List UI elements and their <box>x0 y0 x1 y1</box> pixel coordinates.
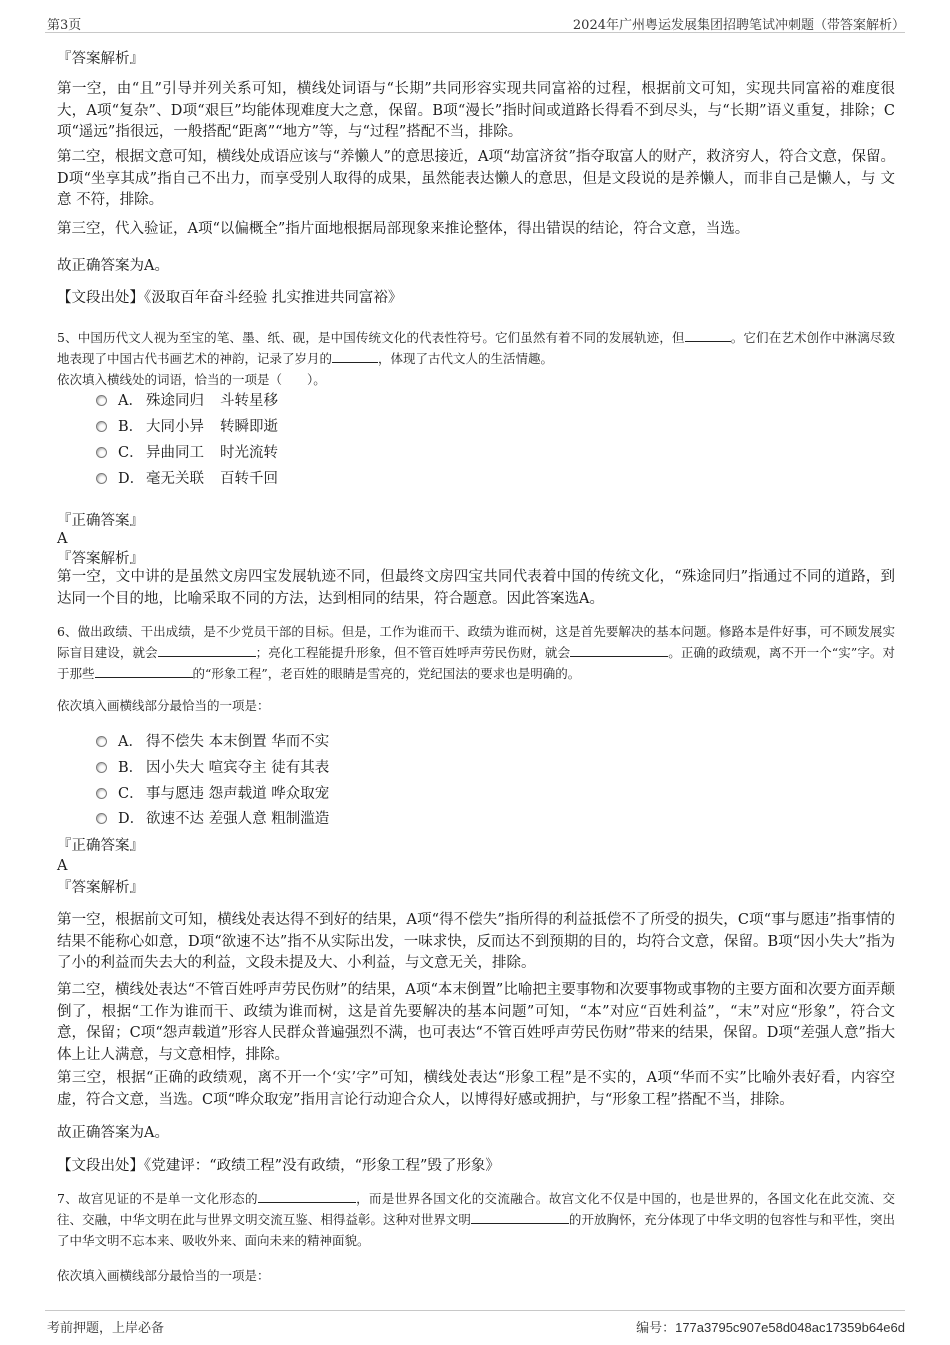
q7-stem: 7、故宫见证的不是单一文化形态的 ，而是世界各国文化的交流融合。故宫文化不仅是中国的，也是世界的，各国文化在此交流、交往、交融，中华文明在此与世界文明交流互鉴、相得益彰。这种对世界文明 的开放胸怀，充分体现了中华文明的包容性与和平性，突出了中华文明不忘本来、吸收外来、面向未来的精神面貌。 <box>57 1191 895 1248</box>
q6-option-d[interactable]: D． 欲速不达 差强人意 粗制滥造 <box>96 810 329 828</box>
q6-conclusion: 故正确答案为A。 <box>57 1125 169 1141</box>
q6-answer: A <box>57 858 68 874</box>
radio-icon[interactable] <box>96 395 107 406</box>
q5-stem: 5、中国历代文人视为至宝的笔、墨、纸、砚，是中国传统文化的代表性符号。它们虽然有着不同的发展轨迹，但 。它们在艺术创作中淋漓尽致地表现了中国古代书画艺术的神韵，记录了岁月的 ，体现了古代文人的生活情趣。 <box>57 330 895 366</box>
q6-option-b[interactable]: B． 因小失大 喧宾夺主 徒有其表 <box>96 759 329 777</box>
page-number: 第3页 <box>47 18 82 33</box>
q5-analysis: 第一空，文中讲的是虽然文房四宝发展轨迹不同，但最终文房四宝共同代表着中国的传统文化，“殊途同归”指通过不同的道路，到达同一个目的地，比喻采取不同的方法，达到相同的结果，符合题意。因此答案选A。 <box>57 569 895 607</box>
q6-option-a[interactable]: A． 得不偿失 本末倒置 华而不实 <box>96 733 329 751</box>
radio-icon[interactable] <box>96 813 107 824</box>
q4-analysis-title: 『答案解析』 <box>57 51 144 67</box>
q6-analysis-p1: 第一空，根据前文可知，横线处表达得不到好的结果，A项“得不偿失”指所得的利益抵偿不了所受的损失，C项“事与愿违”指事情的结果不能称心如意，D项“欲速不达”指不从实际出发，一味求快，反而达不到预期的目的，均符合文意，保留。B项“因小失大”指为了小的利益而失去大的利益，文段未提及大、小利益，与文意无关，排除。 <box>57 912 895 971</box>
q4-source: 【文段出处】《汲取百年奋斗经验 扎实推进共同富裕》 <box>57 290 403 306</box>
q7-prompt: 依次填入画横线部分最恰当的一项是： <box>57 1268 270 1283</box>
q6-analysis-p2: 第二空，横线处表达“不管百姓呼声劳民伤财”的结果，A项“本末倒置”比喻把主要事物和次要事物或事物的主要方面和次要方面弄颠倒了，根据“工作为谁而干、政绩为谁而树，这是首先要解决的基本问题”可知，“本”对应“百姓利益”，“末”对应“形象”，符合文意，保留；C项“怨声载道”形容人民群众普遍强烈不满，也可表达“不管百姓呼声劳民伤财”带来的结果，保留。D项“差强人意”指大体上让人满意，与文意相悖，排除。 <box>57 982 895 1063</box>
q4-analysis-p2: 第二空，根据文意可知，横线处成语应该与“养懒人”的意思接近，A项“劫富济贫”指夺取富人的财产，救济穷人，符合文意，保留。D项“坐享其成”指自己不出力，而享受别人取得的成果，虽然能表达懒人的意思，但是文段说的是养懒人，而非自己是懒人，与 文意 不符，排除。 <box>57 149 895 208</box>
q4-analysis-p1: 第一空，由“且”引导并列关系可知，横线处词语与“长期”共同形容实现共同富裕的过程，根据前文可知，实现共同富裕的难度很大，A项“复杂”、D项“艰巨”均能体现难度大之意，保留。B项“漫长”指时间或道路长得看不到尽头，与“长期”语义重复，排除；C项“遥远”指很远，一般搭配“距离”“地方”等，与“过程”搭配不当，排除。 <box>57 81 895 140</box>
radio-icon[interactable] <box>96 447 107 458</box>
q5-option-b[interactable]: B． 大同小异 转瞬即逝 <box>96 418 278 436</box>
q5-prompt: 依次填入横线处的词语，恰当的一项是（ ）。 <box>57 372 326 387</box>
q6-analysis-title: 『答案解析』 <box>57 880 144 896</box>
radio-icon[interactable] <box>96 736 107 747</box>
q6-option-c[interactable]: C． 事与愿违 怨声载道 哗众取宠 <box>96 785 329 803</box>
radio-icon[interactable] <box>96 421 107 432</box>
q4-conclusion: 故正确答案为A。 <box>57 258 169 274</box>
document-id: 编号：177a3795c907e58d048ac17359b64e6d <box>636 1320 905 1335</box>
page-footer <box>45 1310 905 1341</box>
radio-icon[interactable] <box>96 788 107 799</box>
q5-answer-title: 『正确答案』 <box>57 513 144 529</box>
q6-analysis-p3: 第三空，根据“正确的政绩观，离不开一个‘实’字”可知，横线处表达“形象工程”是不实的，A项“华而不实”比喻外表好看，内容空虚，符合文意，当选。C项“哗众取宠”指用言论行动迎合众人，以博得好感或拥护，与“形象工程”搭配不当，排除。 <box>57 1070 895 1108</box>
footer-slogan: 考前押题，上岸必备 <box>47 1321 165 1336</box>
radio-icon[interactable] <box>96 473 107 484</box>
radio-icon[interactable] <box>96 762 107 773</box>
q6-answer-title: 『正确答案』 <box>57 838 144 854</box>
q4-analysis-p3: 第三空，代入验证，A项“以偏概全”指片面地根据局部现象来推论整体，得出错误的结论，符合文意，当选。 <box>57 221 750 237</box>
q5-answer: A <box>57 531 68 547</box>
q5-option-d[interactable]: D． 毫无关联 百转千回 <box>96 470 278 488</box>
q5-analysis-title: 『答案解析』 <box>57 551 144 567</box>
q6-stem: 6、做出政绩、干出成绩，是不少党员干部的目标。但是，工作为谁而干、政绩为谁而树，这是首先要解决的基本问题。修路本是件好事，可不顾发展实际盲目建设，就会 ；亮化工程能提升形象，但不管百姓呼声劳民伤财，就会 。正确的政绩观，离不开一个“实”字。对于那些 的“形象工程”，老百姓的眼睛是雪亮的，党纪国法的要求也是明确的。 <box>57 624 895 681</box>
document-title: 2024年广州粤运发展集团招聘笔试冲刺题（带答案解析） <box>572 18 905 33</box>
q5-option-c[interactable]: C． 异曲同工 时光流转 <box>96 444 278 462</box>
q6-prompt: 依次填入画横线部分最恰当的一项是： <box>57 698 270 713</box>
q6-source: 【文段出处】《党建评：“政绩工程”没有政绩，“形象工程”毁了形象》 <box>57 1158 500 1174</box>
q5-option-a[interactable]: A． 殊途同归 斗转星移 <box>96 392 278 410</box>
page-header <box>45 10 905 33</box>
